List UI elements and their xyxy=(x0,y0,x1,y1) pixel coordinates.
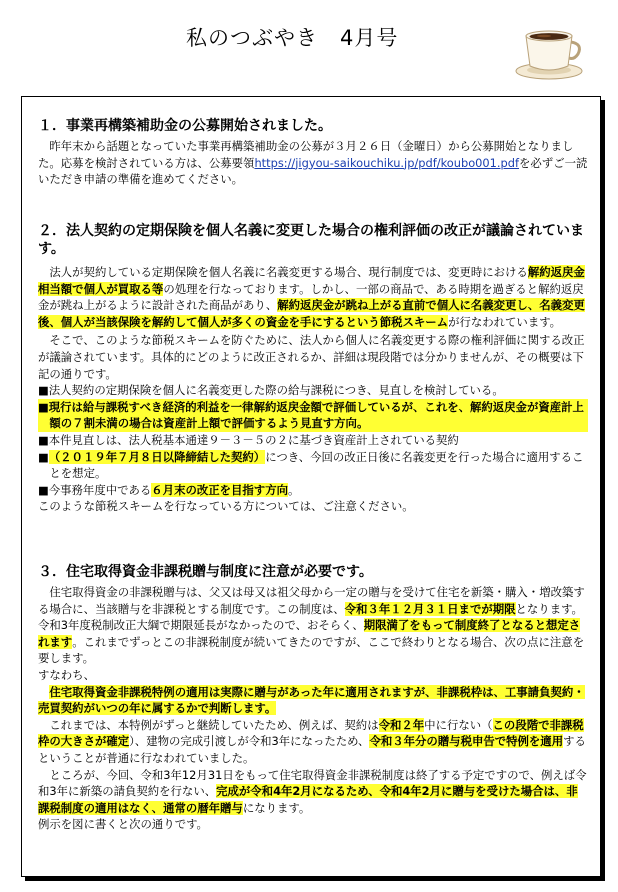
highlight: 令和２年 xyxy=(378,717,425,732)
section-3 xyxy=(38,563,588,833)
bullet-1: ■法人契約の定期保険を個人に名義変更した際の給与課税につき、見直しを検討している。 xyxy=(38,383,504,398)
text: が行なわれています。 xyxy=(448,314,562,329)
content-frame xyxy=(21,96,601,877)
coffee-cup-icon xyxy=(514,26,584,80)
section-3-closing: 例示を図に書くと次の通りです。 xyxy=(38,817,208,832)
section-2 xyxy=(38,222,588,515)
text: 住宅取得資金の非課税贈与は、父又は母又は祖父母から一定の贈与を受けて住宅を新築・購入・増改築する場合に、当該贈与を非課税とする制度です。この制度は、 xyxy=(38,585,585,616)
bullet-4 xyxy=(38,449,588,482)
section-1-body xyxy=(38,138,588,188)
text: 。これまでずっとこの非課税制度が続いてきたのですが、ここで終わりとなる場合、次の点に注意を要します。 xyxy=(38,634,585,666)
sunawachi-text: すなわち、 xyxy=(38,667,95,682)
text: ）、建物の完成引渡しが令和3年になったため、 xyxy=(129,734,370,749)
highlight: 解約返戻金相当額で個人が買取る等 xyxy=(38,265,585,296)
highlight: この段階で非課税枠の大きさが確定 xyxy=(38,717,584,749)
text: の処理を行なっております。しかし、一部の商品で、ある時期を過ぎると解約返戻金が跳ね上がるように設計された商品があり、 xyxy=(38,281,584,313)
section-2-closing: このような節税スキームを行なっている方については、ご注意ください。 xyxy=(38,499,414,514)
section-1-heading: １．事業再構築補助金の公募開始されました。 xyxy=(38,118,332,134)
bullet-5 xyxy=(38,482,588,499)
section-3-heading: ３．住宅取得資金非課税贈与制度に注意が必要です。 xyxy=(38,564,373,580)
section-1-text-b: を必ずご一読いただき申請の準備を進めてください。 xyxy=(38,155,588,187)
section-3-paragraph-3 xyxy=(38,717,588,767)
section-2-paragraph-2: そこで、このような節税スキームを防ぐために、法人から個人に名義変更する際の権利評価に関する改正が議論されています。具体的にどのように改正されるか、詳細は現段階では分かりませんが、その概要は下記の通りです。 xyxy=(38,333,585,381)
section-2-heading: ２．法人契約の定期保険を個人名義に変更した場合の権利評価の改正が議論されています。 xyxy=(38,223,584,257)
highlight: 住宅取得資金非課税特例の適用は実際に贈与があった年に適用されますが、非課税枠は、工事請負契約・売買契約がいつの年に属するかで判断します。 xyxy=(38,684,585,716)
section-1-text-a: 昨年末から話題となっていた事業再構築補助金の公募が３月２６日（金曜日）から公募開始となりました。応募を検討されている方は、公募要領 xyxy=(38,139,574,170)
bullet-2: ■現行は給与課税すべき経済的利益を一律解約返戻金額で評価しているが、これを、解約返戻金が資産計上額の７割未満の場合は資産計上額で評価するよう見直す方向。 xyxy=(38,399,588,432)
section-3-paragraph-1 xyxy=(38,584,588,667)
text: になります。 xyxy=(242,800,311,815)
koubo-pdf-link[interactable]: https://jigyou-saikouchiku.jp/pdf/koubo001.pdf xyxy=(254,155,520,170)
text: 中に行ない（ xyxy=(424,717,493,732)
highlight: （２０１９年７月８日以降締結した契約） xyxy=(48,449,266,464)
page-title: 私のつぶやき 4月号 xyxy=(186,26,399,50)
text: 法人が契約している定期保険を個人名義に名義変更する場合、現行制度では、変更時における xyxy=(49,265,528,279)
text: 。 xyxy=(287,482,300,497)
section-3-paragraph-2 xyxy=(38,684,588,717)
highlight: 解約返戻金が跳ね上がる直前で個人に名義変更し、名義変更後、個人が当該保険を解約して個人が多くの資金を手にするという節税スキーム xyxy=(38,298,585,329)
highlight: 期限満了をもって制度終了となると想定されます xyxy=(38,618,581,649)
highlight: ６月末の改正を目指す方向 xyxy=(151,482,288,497)
text: となります。令和3年度税制改正大綱で期限延長がなかったので、おそらく、 xyxy=(38,601,583,633)
text: ■今事務年度中である xyxy=(38,482,152,497)
text: につき、今回の改正日後に名義変更を行った場合に適用することを想定。 xyxy=(49,449,584,481)
bullet-3: ■本件見直しは、法人税基本通達９－３－５の２に基づき資産計上されている契約 xyxy=(38,432,459,447)
highlight: 令和３年１２月３１日までが期限 xyxy=(344,601,516,616)
highlight: 令和３年分の贈与税申告で特例を適用 xyxy=(369,734,564,749)
text: するということが普通に行なわれていました。 xyxy=(38,734,586,765)
text: これまでは、本特例がずっと継続していたため、例えば、契約は xyxy=(49,717,379,732)
highlight: 完成が令和4年2月になるため、令和4年2月に贈与を受けた場合は、非課税制度の適用はなく、通常の暦年贈与 xyxy=(38,784,578,815)
section-1 xyxy=(38,117,588,188)
text: ■ xyxy=(38,449,49,464)
section-3-paragraph-4 xyxy=(38,767,588,817)
section-2-paragraph-1 xyxy=(38,264,588,330)
text: ところが、今回、令和3年12月31日をもって住宅取得資金非課税制度は終了する予定ですので、例えば令和3年に新築の請負契約を行ない、 xyxy=(38,767,587,799)
